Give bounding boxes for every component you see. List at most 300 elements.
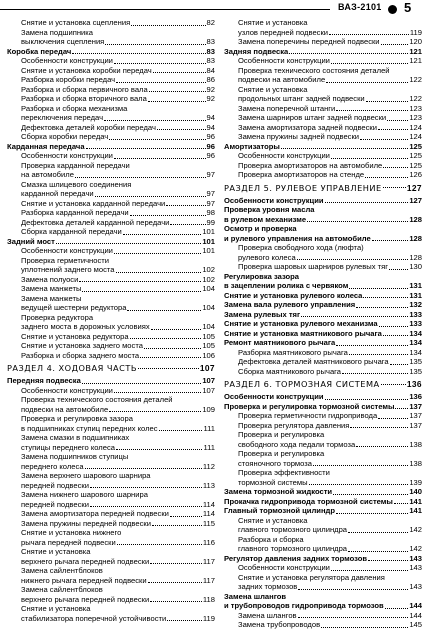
dot-leader <box>75 177 206 178</box>
toc-entry <box>7 481 215 491</box>
toc-entry <box>224 392 422 402</box>
toc-entry <box>7 452 215 462</box>
toc-entry <box>7 414 215 424</box>
toc-page-number: 99 <box>206 217 215 227</box>
toc-entry <box>224 224 422 234</box>
toc-page-number: 104 <box>202 303 215 312</box>
dot-leader <box>127 310 201 311</box>
toc-entry-title: Снятие и установка маятникового рычага <box>224 328 382 338</box>
toc-entry <box>224 592 422 602</box>
dot-leader <box>109 139 205 140</box>
toc-page-number: 118 <box>202 594 215 604</box>
toc-entry <box>7 208 215 218</box>
toc-page-number: 96 <box>206 132 215 141</box>
toc-page-number: 144 <box>409 610 422 620</box>
toc-entry <box>224 37 422 47</box>
toc-entry <box>7 256 215 266</box>
toc-entry <box>224 94 422 104</box>
toc-entry <box>224 620 422 630</box>
header-brand: ВАЗ-2101 <box>338 2 382 12</box>
toc-entry-title: Разборка коробки передач <box>21 75 116 84</box>
toc-entry <box>224 497 422 507</box>
toc-entry <box>224 85 422 95</box>
toc-entry-title: Замена манжеты <box>21 293 82 303</box>
toc-entry-title: Проверка эффективности <box>238 468 330 477</box>
toc-entry <box>7 284 215 294</box>
toc-page-number: 127 <box>406 182 422 193</box>
toc-page-number: 125 <box>409 151 422 160</box>
toc-entry <box>7 490 215 500</box>
toc-entry <box>7 424 215 434</box>
toc-entry-title: Замена пружины передней подвески <box>21 518 151 528</box>
toc-entry-title: Проверка редуктора <box>21 312 94 322</box>
toc-entry-title: Регулятор давления задних тормозов <box>224 553 368 563</box>
toc-entry-title: Замена сайлентблоков <box>21 566 103 575</box>
dot-leader <box>378 418 408 419</box>
toc-entry-title: уплотнений заднего моста <box>21 265 115 274</box>
dot-leader <box>390 364 409 365</box>
toc-entry <box>7 614 215 624</box>
toc-entry <box>224 104 422 114</box>
dot-leader <box>297 259 409 260</box>
dot-leader <box>383 187 406 188</box>
dot-leader <box>309 484 409 485</box>
toc-entry-title: Снятие и установка коробки передач <box>21 65 152 75</box>
toc-entry <box>7 585 215 595</box>
toc-entry <box>7 322 215 332</box>
toc-page-number: 142 <box>409 525 422 534</box>
toc-entry <box>224 573 422 583</box>
toc-page-number: 138 <box>409 439 422 449</box>
toc-page-number: 109 <box>202 404 215 414</box>
dot-leader <box>342 373 408 374</box>
dot-leader <box>389 269 408 270</box>
toc-page-number: 132 <box>409 300 422 309</box>
page-number: 5 <box>404 0 412 15</box>
toc-entry-title: Разборка и сборка первичного вала <box>21 84 148 94</box>
toc-page-number: 101 <box>202 246 215 255</box>
toc-entry-title: Дефектовка деталей маятникового рычага <box>238 357 389 366</box>
toc-entry-title: рычага передней подвески <box>21 537 116 547</box>
toc-page-number: 145 <box>409 620 422 629</box>
toc-page-number: 133 <box>409 309 422 319</box>
toc-entry <box>7 386 215 396</box>
toc-entry-title: Замена шарниров штанг задней подвески <box>238 113 387 122</box>
toc-entry-title: узлов передней подвески <box>238 27 329 37</box>
dot-leader <box>333 494 408 495</box>
toc-entry-title: в рулевом механизме <box>224 214 307 224</box>
dot-leader <box>349 354 408 355</box>
dot-leader <box>130 338 202 339</box>
toc-page-number: 123 <box>409 113 422 122</box>
toc-entry-title: Снятие и установка <box>21 604 91 613</box>
toc-page-number: 96 <box>206 151 215 160</box>
toc-page-number: 122 <box>409 75 422 84</box>
toc-page-number: 83 <box>206 37 215 46</box>
toc-page-number: 86 <box>206 75 215 84</box>
toc-entry-title: Снятие и установка <box>238 515 308 525</box>
toc-entry-title: Замена амортизатора передней подвески <box>21 509 169 518</box>
dot-leader <box>348 532 408 533</box>
dot-leader <box>336 110 408 111</box>
toc-page-number: 96 <box>206 141 215 151</box>
dot-leader <box>114 158 206 159</box>
toc-page-number: 113 <box>202 480 215 490</box>
toc-entry <box>224 205 422 215</box>
toc-page-number: 120 <box>409 37 422 46</box>
toc-entry-title: Снятие и установка рулевого механизма <box>224 319 378 328</box>
toc-entry <box>7 519 215 529</box>
toc-entry <box>7 56 215 66</box>
toc-entry <box>224 357 422 367</box>
toc-entry-title: Карданная передача <box>7 141 85 151</box>
toc-entry <box>7 18 215 28</box>
dot-leader <box>116 272 202 273</box>
dot-leader <box>395 408 408 409</box>
dot-leader <box>116 449 202 450</box>
toc-entry-title: Особенности конструкции <box>238 563 330 572</box>
toc-entry-title: верхнего рычага передней подвески <box>21 594 150 604</box>
toc-entry-title: Особенности конструкции <box>238 151 330 160</box>
toc-entry-title: Сборка маятникового рычага <box>238 366 341 376</box>
toc-entry <box>7 332 215 342</box>
toc-entry <box>7 180 215 190</box>
toc-page-number: 107 <box>202 385 215 395</box>
toc-entry-title: Коробка передач <box>7 46 72 56</box>
toc-page-number: 102 <box>202 265 215 274</box>
toc-entry <box>224 506 422 516</box>
toc-page-number: 101 <box>202 236 215 246</box>
toc-entry-title: Главный тормозной цилиндр <box>224 506 335 515</box>
toc-entry-title: Снятие и установка редуктора <box>21 331 129 341</box>
dot-leader <box>366 101 409 102</box>
toc-entry <box>7 443 215 453</box>
dot-leader <box>148 582 202 583</box>
toc-entry <box>7 294 215 304</box>
dot-leader <box>350 427 408 428</box>
toc-entry <box>224 310 422 320</box>
toc-entry-title: Осмотр и проверка <box>224 224 297 233</box>
toc-entry-title: Дефектовка деталей коробки передач <box>21 122 156 132</box>
toc-page-number: 104 <box>202 284 215 293</box>
toc-entry-title: Проверка амортизаторов на автомобиле <box>238 160 383 170</box>
toc-entry <box>7 547 215 557</box>
toc-entry <box>7 566 215 576</box>
dot-leader <box>114 392 201 393</box>
dot-leader <box>325 399 409 400</box>
toc-entry-title: Замена шлангов <box>224 591 287 601</box>
dot-leader <box>289 53 408 54</box>
dot-leader <box>378 129 408 130</box>
toc-entry <box>224 47 422 57</box>
toc-page-number: 127 <box>409 195 422 205</box>
toc-entry-title: Замена рулевых тяг <box>224 309 301 319</box>
toc-entry <box>224 449 422 459</box>
toc-entry <box>7 500 215 510</box>
toc-entry <box>7 66 215 76</box>
toc-page-number: 84 <box>206 65 215 75</box>
toc-page-number: 97 <box>206 198 215 208</box>
toc-entry-title: РАЗДЕЛ 6. ТОРМОЗНАЯ СИСТЕМА <box>224 379 380 389</box>
dot-leader <box>117 544 202 545</box>
toc-entry-title: передней подвески <box>21 480 89 490</box>
dot-leader <box>372 240 409 241</box>
toc-entry <box>7 265 215 275</box>
dot-leader <box>349 288 408 289</box>
dot-leader <box>144 348 201 349</box>
toc-page-number: 124 <box>409 132 422 141</box>
toc-entry <box>7 28 215 38</box>
toc-entry-title: Проверка технического состояния деталей <box>238 65 390 75</box>
toc-page-number: 121 <box>409 46 422 56</box>
dot-leader <box>170 516 202 517</box>
toc-page-number: 133 <box>409 319 422 328</box>
toc-entry <box>224 348 422 358</box>
toc-page-number: 101 <box>202 227 215 236</box>
toc-page-number: 98 <box>206 208 215 217</box>
dot-leader <box>281 148 408 149</box>
toc-entry-title: Проверка и регулировка тормозной системы <box>224 401 395 411</box>
toc-entry <box>7 199 215 209</box>
toc-page-number: 136 <box>406 379 422 389</box>
toc-entry-title: главного тормозного цилиндра <box>238 544 348 553</box>
dot-leader <box>150 563 202 564</box>
dot-leader <box>348 551 408 552</box>
dot-leader <box>356 307 408 308</box>
toc-entry-title: Снятие и установка <box>238 18 308 27</box>
toc-entry <box>224 611 422 621</box>
toc-entry-title: Снятие и установка <box>238 84 308 94</box>
toc-entry <box>224 142 422 152</box>
toc-entry <box>224 411 422 421</box>
toc-page-number: 114 <box>202 499 215 509</box>
toc-entry <box>224 66 422 76</box>
toc-entry <box>224 367 422 377</box>
toc-entry-title: подвески на автомобиле <box>21 404 109 414</box>
toc-entry <box>224 338 422 348</box>
toc-entry <box>7 313 215 323</box>
toc-entry <box>7 395 215 405</box>
toc-entry <box>224 161 422 171</box>
toc-page-number: 141 <box>409 496 422 506</box>
toc-page-number: 82 <box>206 18 215 27</box>
toc-entry <box>224 582 422 592</box>
dot-leader <box>298 617 409 618</box>
toc-entry <box>7 113 215 123</box>
toc-entry <box>7 528 215 538</box>
dot-leader <box>109 411 201 412</box>
toc-entry-title: Замена поперечины передней подвески <box>238 37 380 46</box>
toc-page-number: 119 <box>202 613 215 623</box>
toc-entry <box>224 535 422 545</box>
dot-leader <box>329 34 409 35</box>
toc-entry-title: тормозной системы <box>238 477 308 487</box>
toc-entry-title: Сборка коробки передач <box>21 132 109 141</box>
toc-page-number: 111 <box>203 423 215 433</box>
dot-leader <box>325 202 409 203</box>
toc-entry-title: Задний мост <box>7 236 55 246</box>
dot-leader <box>381 384 406 385</box>
toc-page-number: 144 <box>409 601 422 610</box>
toc-entry-title: Особенности конструкции <box>21 56 113 65</box>
toc-entry-title: и трубопроводов гидропривода тормозов <box>224 601 384 610</box>
toc-entry-title: Замена амортизатора задней подвески <box>238 122 377 132</box>
toc-left-column <box>7 18 215 623</box>
toc-entry <box>7 595 215 605</box>
toc-entry-title: главного тормозного цилиндра <box>238 525 348 534</box>
toc-entry <box>224 459 422 469</box>
toc-entry-title: Снятие и установка заднего моста <box>21 341 143 350</box>
toc-entry-title: Разборка маятникового рычага <box>238 347 348 357</box>
toc-entry <box>224 300 422 310</box>
toc-entry-title: ведущей шестерни редуктора <box>21 303 127 312</box>
toc-entry-title: Снятие и установка регулятора давления <box>238 572 385 582</box>
toc-entry-title: Замена полуоси <box>21 274 79 284</box>
toc-entry <box>7 471 215 481</box>
toc-entry <box>7 604 215 614</box>
toc-entry-title: Особенности конструкции <box>21 151 113 160</box>
toc-page-number: 92 <box>206 84 215 94</box>
dot-leader <box>298 589 408 590</box>
toc-page-number: 122 <box>409 94 422 103</box>
dot-leader <box>394 503 408 504</box>
toc-page-number: 139 <box>409 477 422 487</box>
toc-page-number: 137 <box>409 401 422 411</box>
toc-entry-title: Проверка уровня масла <box>224 205 315 214</box>
toc-entry <box>224 262 422 272</box>
dot-leader <box>138 368 199 369</box>
toc-entry <box>224 319 422 329</box>
dot-leader <box>363 297 408 298</box>
dot-leader <box>170 224 205 225</box>
toc-entry-title: Задняя подвеска <box>224 46 289 56</box>
toc-entry <box>224 487 422 497</box>
toc-entry <box>7 104 215 114</box>
toc-entry-title: Снятие и установка <box>21 547 91 556</box>
toc-page-number: 121 <box>409 56 422 65</box>
dot-leader <box>313 465 408 466</box>
dot-leader <box>368 560 408 561</box>
toc-entry-title: Особенности конструкции <box>224 392 324 401</box>
toc-entry <box>7 462 215 472</box>
toc-page-number: 135 <box>409 366 422 376</box>
toc-entry-title: в зацеплении ролика с червяком <box>224 281 349 290</box>
toc-entry <box>7 161 215 171</box>
toc-entry-title: стояночного тормоза <box>238 458 312 468</box>
toc-page-number: 105 <box>202 341 215 350</box>
toc-entry <box>224 440 422 450</box>
dot-leader <box>152 525 202 526</box>
toc-page-number: 134 <box>409 328 422 338</box>
toc-entry-title: Проверка амортизаторов на стенде <box>238 170 365 179</box>
toc-entry <box>7 576 215 586</box>
toc-entry-title: Проверка и регулировка <box>238 449 325 458</box>
dot-leader <box>331 158 408 159</box>
toc-page-number: 126 <box>409 170 422 179</box>
dot-leader <box>153 72 206 73</box>
toc-entry <box>224 56 422 66</box>
toc-entry <box>224 281 422 291</box>
toc-entry-title: Замена трубопроводов <box>238 620 321 629</box>
toc-entry-title: Дефектовка деталей карданной передачи <box>21 217 170 227</box>
dot-leader <box>167 620 202 621</box>
toc-entry-title: переключения передач <box>21 113 104 122</box>
dot-leader <box>95 196 206 197</box>
toc-entry <box>224 132 422 142</box>
dot-leader <box>385 608 409 609</box>
dot-leader <box>321 627 408 628</box>
toc-page-number: 102 <box>202 274 215 284</box>
toc-entry-title: выключения сцепления <box>21 37 105 46</box>
toc-page-number: 123 <box>409 103 422 113</box>
toc-entry-title: Сборка карданной передачи <box>21 227 122 236</box>
toc-page-number: 141 <box>409 506 422 515</box>
toc-entry-title: Снятие и установка рулевого колеса <box>224 290 363 300</box>
toc-page-number: 119 <box>409 27 422 37</box>
toc-entry-title: Замена тормозной жидкости <box>224 487 333 496</box>
toc-page-number: 112 <box>202 461 215 471</box>
toc-entry <box>7 351 215 361</box>
dot-leader <box>379 326 409 327</box>
toc-entry <box>224 215 422 225</box>
toc-entry <box>224 170 422 180</box>
toc-entry <box>7 433 215 443</box>
toc-page-number: 131 <box>409 290 422 300</box>
toc-section-heading <box>224 182 422 194</box>
toc-entry-title: Замена подшипников ступицы <box>21 452 129 461</box>
toc-entry <box>224 234 422 244</box>
toc-entry <box>224 113 422 123</box>
dot-leader <box>307 221 408 222</box>
toc-entry-title: Особенности конструкции <box>238 56 330 65</box>
toc-page-number: 97 <box>206 170 215 179</box>
toc-entry-title: Прокачка гидропривода тормозной системы <box>224 496 393 506</box>
toc-entry <box>224 196 422 206</box>
toc-entry-title: задних тормозов <box>238 582 298 591</box>
toc-page-number: 94 <box>206 113 215 122</box>
toc-entry <box>224 28 422 38</box>
toc-entry <box>7 85 215 95</box>
toc-page-number: 94 <box>206 122 215 132</box>
dot-leader <box>151 329 202 330</box>
toc-entry-title: подвески на автомобиле <box>238 75 326 84</box>
toc-entry <box>224 253 422 263</box>
header-rule <box>0 9 330 10</box>
toc-entry <box>224 151 422 161</box>
toc-entry-title: Разборка карданной передачи <box>21 208 129 217</box>
toc-entry <box>7 246 215 256</box>
dot-leader <box>331 63 408 64</box>
dot-leader <box>148 101 206 102</box>
toc-page-number: 117 <box>202 556 215 566</box>
toc-entry-title: Особенности конструкции <box>21 385 113 395</box>
toc-entry-title: рулевого колеса <box>238 252 296 262</box>
toc-entry-title: Замена смазки в подшипниках <box>21 433 130 442</box>
dot-leader <box>82 383 202 384</box>
toc-entry <box>7 405 215 415</box>
toc-page-number: 137 <box>409 411 422 420</box>
toc-entry <box>7 237 215 247</box>
toc-entry-title: РАЗДЕЛ 4. ХОДОВАЯ ЧАСТЬ <box>7 363 137 373</box>
dot-leader <box>90 506 202 507</box>
dot-leader <box>79 281 201 282</box>
toc-entry <box>7 218 215 228</box>
toc-page-number: 107 <box>202 376 215 385</box>
dot-leader <box>365 177 408 178</box>
toc-entry-title: продольных штанг задней подвески <box>238 94 365 103</box>
toc-entry-title: передней подвески <box>21 499 89 509</box>
toc-entry-title: на автомобиле <box>21 170 74 179</box>
